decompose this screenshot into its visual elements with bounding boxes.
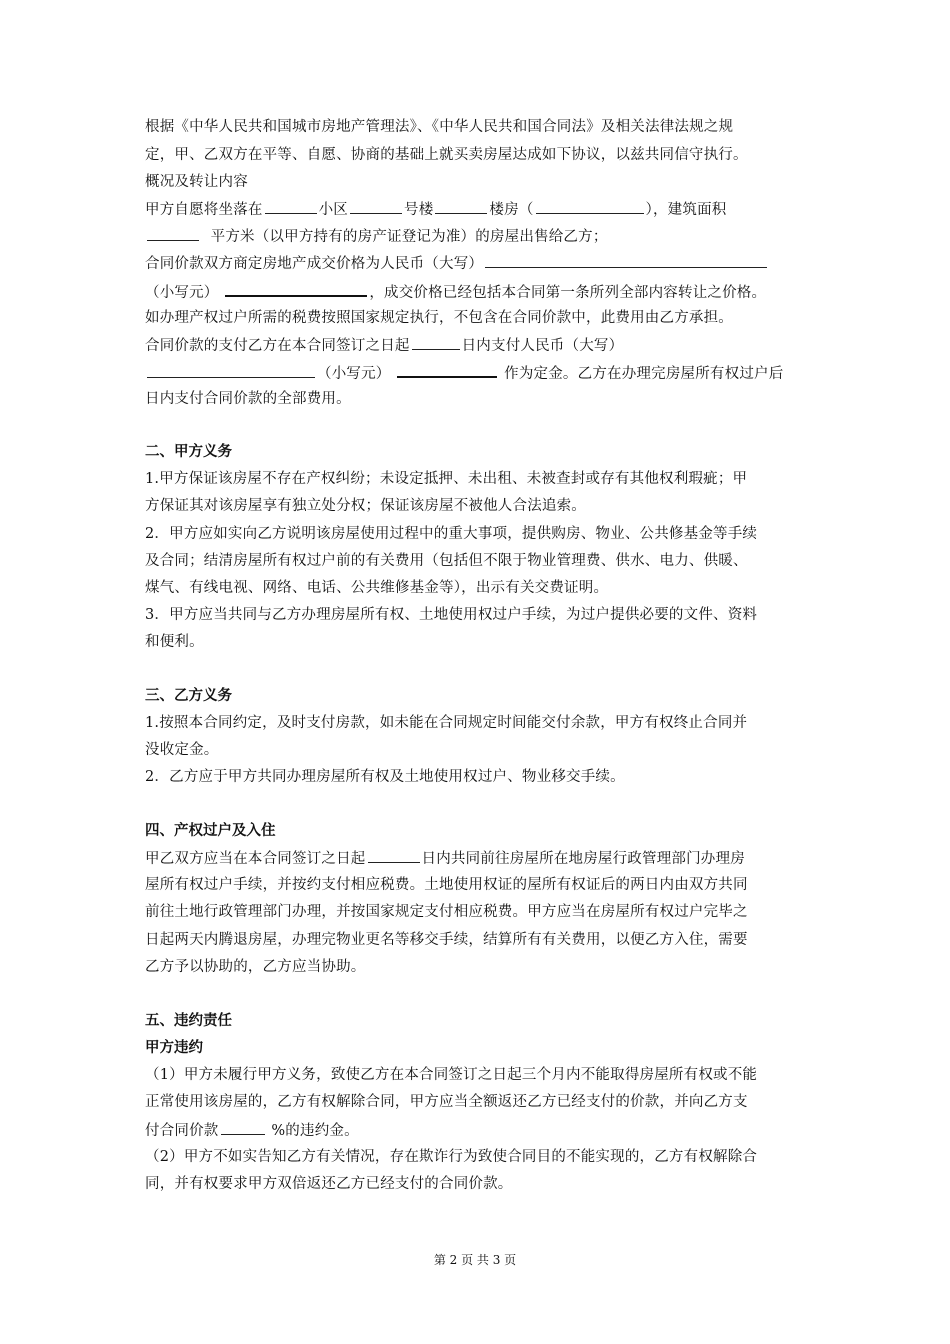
intro-line-1: 根据《中华人民共和国城市房地产管理法》、《中华人民共和国合同法》及相关法律法规之规 [145,119,734,135]
area-blank [147,226,199,241]
section-2-line-4: 及合同；结清房屋所有权过户前的有关费用（包括但不限于物业管理费、供水、电力、供暖、 [145,553,748,569]
section-5-line-2: 正常使用该房屋的，乙方有权解除合同，甲方应当全额返还乙方已经支付的价款，并向乙方支 [145,1094,748,1110]
overview-line-3: 合同价款双方商定房地产成交价格为人民币（大写） [145,253,769,274]
community-blank [265,199,317,214]
house-blank [536,199,644,214]
overview-line-6: 合同价款的支付乙方在本合同签订之日起 日内支付人民币（大写） [145,335,623,356]
section-2-line-6: 3．甲方应当共同与乙方办理房屋所有权、土地使用权过户手续，为过户提供必要的文件、资料 [145,607,758,623]
section-2-line-5: 煤气、有线电视、网络、电话、公共维修基金等），出示有关交费证明。 [145,580,609,596]
building-blank [350,199,402,214]
overview-line-7: （小写元） 作为定金。乙方在办理完房屋所有权过户后 [145,362,783,384]
section-5-line-1: （1）甲方未履行甲方义务，致使乙方在本合同签订之日起三个月内不能取得房屋所有权或不能 [145,1067,758,1083]
section-3-line-2: 没收定金。 [145,742,219,758]
section-4-line-2: 屋所有权过户手续，并按约支付相应税费。土地使用权证的屋所有权证后的两日内由双方共同 [145,877,748,893]
section-3-title: 三、乙方义务 [145,688,232,704]
price-lowercase-blank [225,281,367,297]
section-3-line-1: 1.按照本合同约定，及时支付房款，如未能在合同规定时间能交付余款，甲方有权终止合同并 [145,715,748,731]
overview-line-8: 日内支付合同价款的全部费用。 [145,391,351,407]
floor-blank [435,199,487,214]
section-2-line-2: 方保证其对该房屋享有独立处分权；保证该房屋不被他人合法追索。 [145,498,586,514]
transfer-days-blank [368,848,420,863]
section-3-line-3: 2．乙方应于甲方共同办理房屋所有权及土地使用权过户、物业移交手续。 [145,769,625,785]
section-4-line-5: 乙方予以协助的，乙方应当协助。 [145,959,366,975]
section-2-line-1: 1.甲方保证该房屋不存在产权纠纷；未设定抵押、未出租、未被查封或存有其他权利瑕疵；甲 [145,471,748,487]
deposit-uppercase-blank [147,363,315,378]
section-5-line-4: （2）甲方不如实告知乙方有关情况，存在欺诈行为致使合同目的不能实现的，乙方有权解除合 [145,1149,758,1165]
section-4-line-3: 前往土地行政管理部门办理，并按国家规定支付相应税费。甲方应当在房屋所有权过户完毕之 [145,904,748,920]
overview-title: 概况及转让内容 [145,174,248,190]
section-5-line-3: 付合同价款 %的违约金。 [145,1120,359,1141]
section-2-title: 二、甲方义务 [145,444,232,460]
price-uppercase-blank [485,253,767,268]
section-4-line-1: 甲乙双方应当在本合同签订之日起 日内共同前往房屋所在地房屋行政管理部门办理房 [145,848,745,869]
section-5-title: 五、违约责任 [145,1013,232,1029]
deposit-lowercase-blank [397,362,497,378]
overview-line-4: （小写元） ，成交价格已经包括本合同第一条所列全部内容转让之价格。 [145,281,766,303]
deposit-days-blank [412,335,460,350]
section-5-subtitle: 甲方违约 [145,1040,203,1056]
section-4-title: 四、产权过户及入住 [145,823,276,839]
section-4-line-4: 日起两天内腾退房屋，办理完物业更名等移交手续，结算所有有关费用，以便乙方入住，需要 [145,932,748,948]
overview-line-5: 如办理产权过户所需的税费按照国家规定执行，不包含在合同价款中，此费用由乙方承担。 [145,310,733,326]
overview-line-2: 平方米（以甲方持有的房产证登记为准）的房屋出售给乙方； [145,226,608,247]
section-2-line-7: 和便利。 [145,634,204,650]
overview-line-1: 甲方自愿将坐落在 小区 号楼 楼房（ ），建筑面积 [145,199,726,220]
intro-line-2: 定，甲、乙双方在平等、自愿、协商的基础上就买卖房屋达成如下协议，以兹共同信守执行。 [145,147,748,163]
section-2-line-3: 2．甲方应如实向乙方说明该房屋使用过程中的重大事项，提供购房、物业、公共修基金等手续 [145,526,758,542]
page-footer: 第 2 页 共 3 页 [433,1253,517,1267]
penalty-percent-blank [221,1120,265,1135]
section-5-line-5: 同，并有权要求甲方双倍返还乙方已经支付的合同价款。 [145,1176,513,1192]
